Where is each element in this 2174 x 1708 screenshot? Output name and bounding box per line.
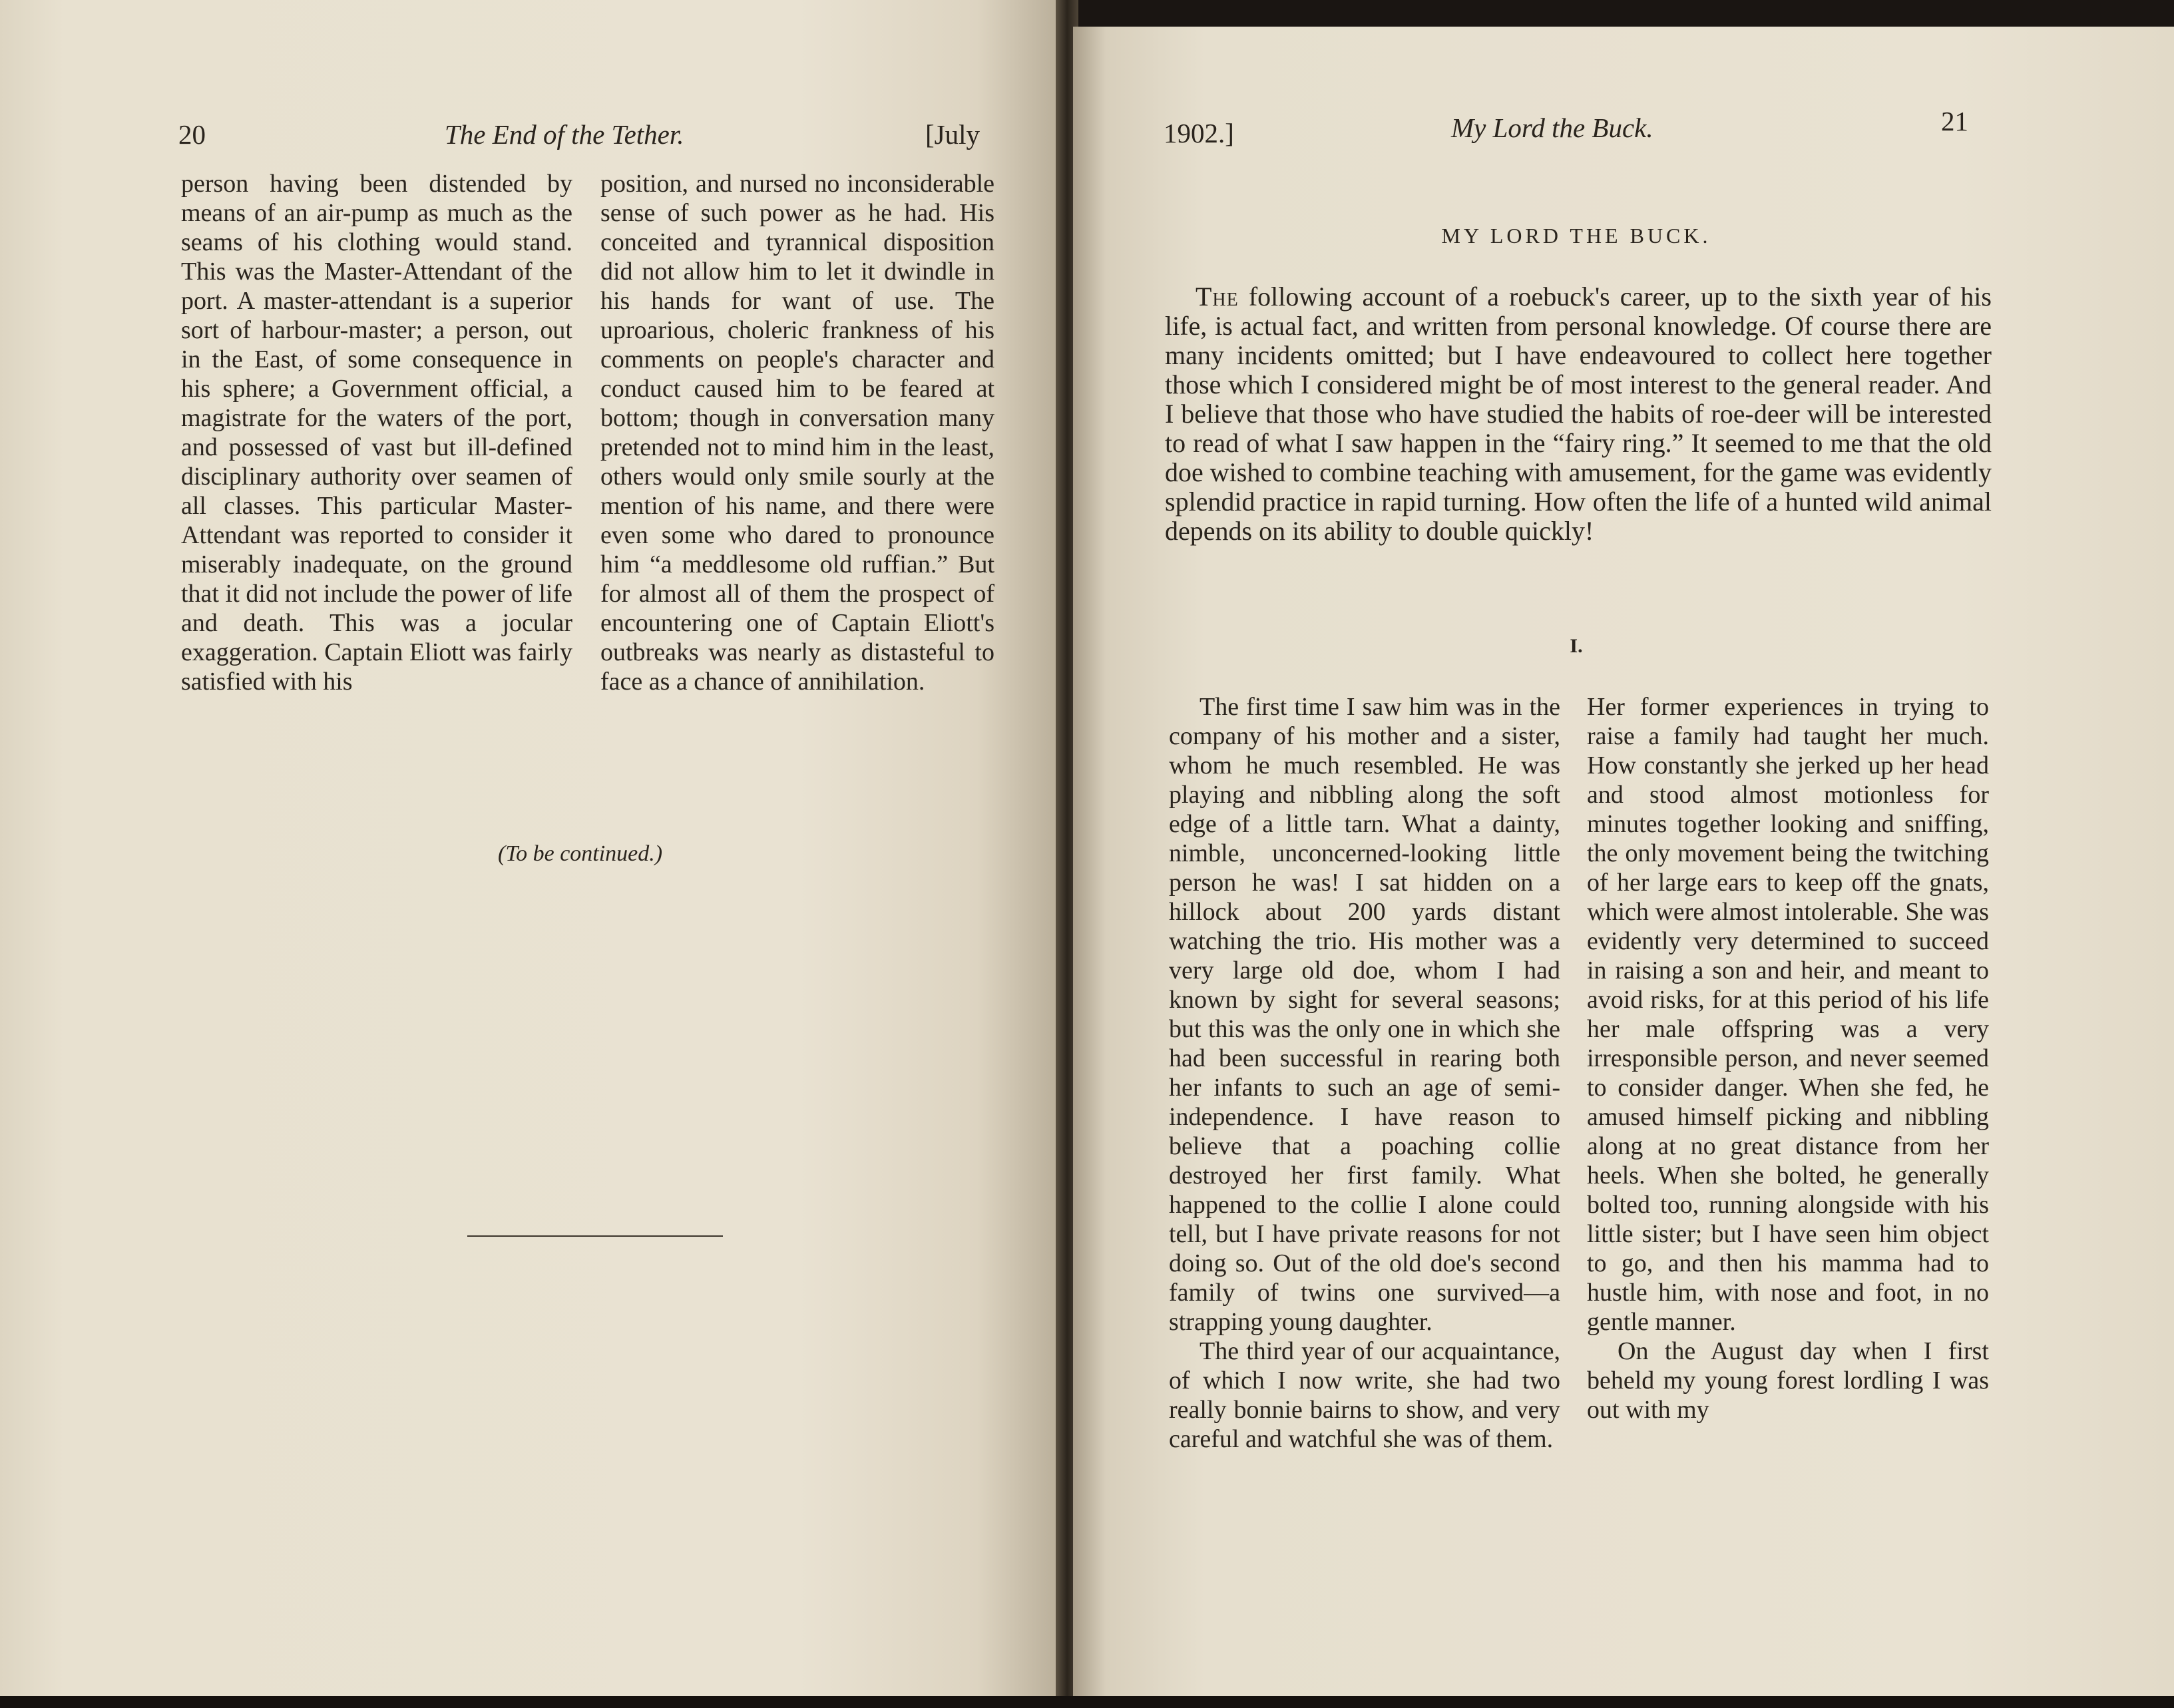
right-column-2 — [1587, 692, 1989, 1424]
right-column-1 — [1169, 692, 1560, 1454]
intro-paragraph — [1165, 282, 1992, 546]
right-col2-para1: Her former experiences in trying to raise a family had taught her much. How constantly she jerked up her head and stood almost motionless for minutes together looking and sniffing, the only movement being the twitching of her large ears to keep off the gnats, which were almost intolerable. She was evidently very determined to succeed in raising a son and heir, and meant to avoid risks, for at this period of his life her male offspring was a very irresponsible person, and never seemed to consider danger. When she fed, he amused himself picking and nibbling along at no great distance from her heels. When she bolted, he generally bolted too, running alongside with his little sister; but I have seen him object to go, and then his mamma had to hustle him, with nose and foot, in no gentle manner. — [1587, 693, 1989, 1336]
right-col2-para2: On the August day when I first beheld my young forest lordling I was out with my — [1587, 1337, 1989, 1424]
left-col2-text: position, and nursed no inconsiderable sense of such power as he had. His conceited and tyrannical disposition did not allow him to let it dwindle in his hands for want of use. The uproarious, choleric frankness of his comments on people's character and conduct caused him to be feared at bottom; though in conversation many pretended not to mind him in the least, others would only smile sourly at the mention of his name, and there were even some who dared to pronounce him “a meddlesome old ruffian.” But for almost all of them the prospect of encountering one of Captain Eliott's outbreaks was nearly as distasteful to face as a chance of annihilation. — [600, 170, 994, 696]
intro-text: following account of a roebuck's career, up to the sixth year of his life, is actual fact, and written from personal knowledge. Of course there are many incidents omitted; but I have endeavoured to collect here together those which I considered might be of most interest to the general reader. And I believe that those who have studied the habits of roe-deer will be interested to read of what I saw happen in the “fairy ring.” It seemed to me that the old doe wished to combine teaching with amusement, for the game was evidently splendid practice in rapid turning. How often the life of a hunted wild animal depends on its ability to double quickly! — [1165, 282, 1992, 546]
right-page-number: 21 — [1941, 106, 1968, 136]
bottom-edge — [0, 1696, 2174, 1708]
right-issue-year: 1902.] — [1164, 118, 1234, 148]
to-be-continued: (To be continued.) — [498, 841, 663, 866]
intro-first-word: The — [1196, 282, 1239, 312]
left-page — [0, 0, 1062, 1708]
left-running-title: The End of the Tether. — [445, 119, 684, 150]
left-col1-text: person having been distended by means of an air-pump as much as the seams of his clothing would stand. This was the Master-Attendant of the port. A master-attendant is a superior sort of harbour-master; a person, out in the East, of some consequence in his sphere; a Government official, a magistrate for the waters of the port, and possessed of vast but ill-defined disciplinary authority over seamen of all classes. This particular Master-Attendant was reported to consider it miserably inadequate, on the ground that it did not include the power of life and death. This was a jocular exaggeration. Captain Eliott was fairly satisfied with his — [181, 170, 572, 696]
left-column-2 — [600, 169, 994, 696]
end-rule — [467, 1235, 723, 1237]
left-column-1 — [181, 169, 572, 696]
left-page-number: 20 — [178, 119, 206, 150]
right-col1-para2: The third year of our acquaintance, of which I now write, she had two really bonnie bairns to show, and very careful and watchful she was of them. — [1169, 1337, 1560, 1453]
section-number: I. — [1570, 635, 1583, 657]
right-page — [1073, 27, 2174, 1708]
right-col1-para1: The first time I saw him was in the company of his mother and a sister, whom he much resembled. He was playing and nibbling along the soft edge of a little tarn. What a dainty, nimble, unconcerned-looking little person he was! I sat hidden on a hillock about 200 yards distant watching the trio. His mother was a very large old doe, whom I had known by sight for several seasons; but this was the only one in which she had been successful in rearing both her infants to such an age of semi-independence. I have reason to believe that a poaching collie destroyed her first family. What happened to the collie I alone could tell, but I have private reasons for not doing so. Out of the old doe's second family of twins one survived—a strapping young daughter. — [1169, 693, 1560, 1336]
article-title: MY LORD THE BUCK. — [1441, 224, 1711, 248]
right-running-title: My Lord the Buck. — [1451, 112, 1653, 143]
left-issue-month: [July — [925, 119, 980, 150]
